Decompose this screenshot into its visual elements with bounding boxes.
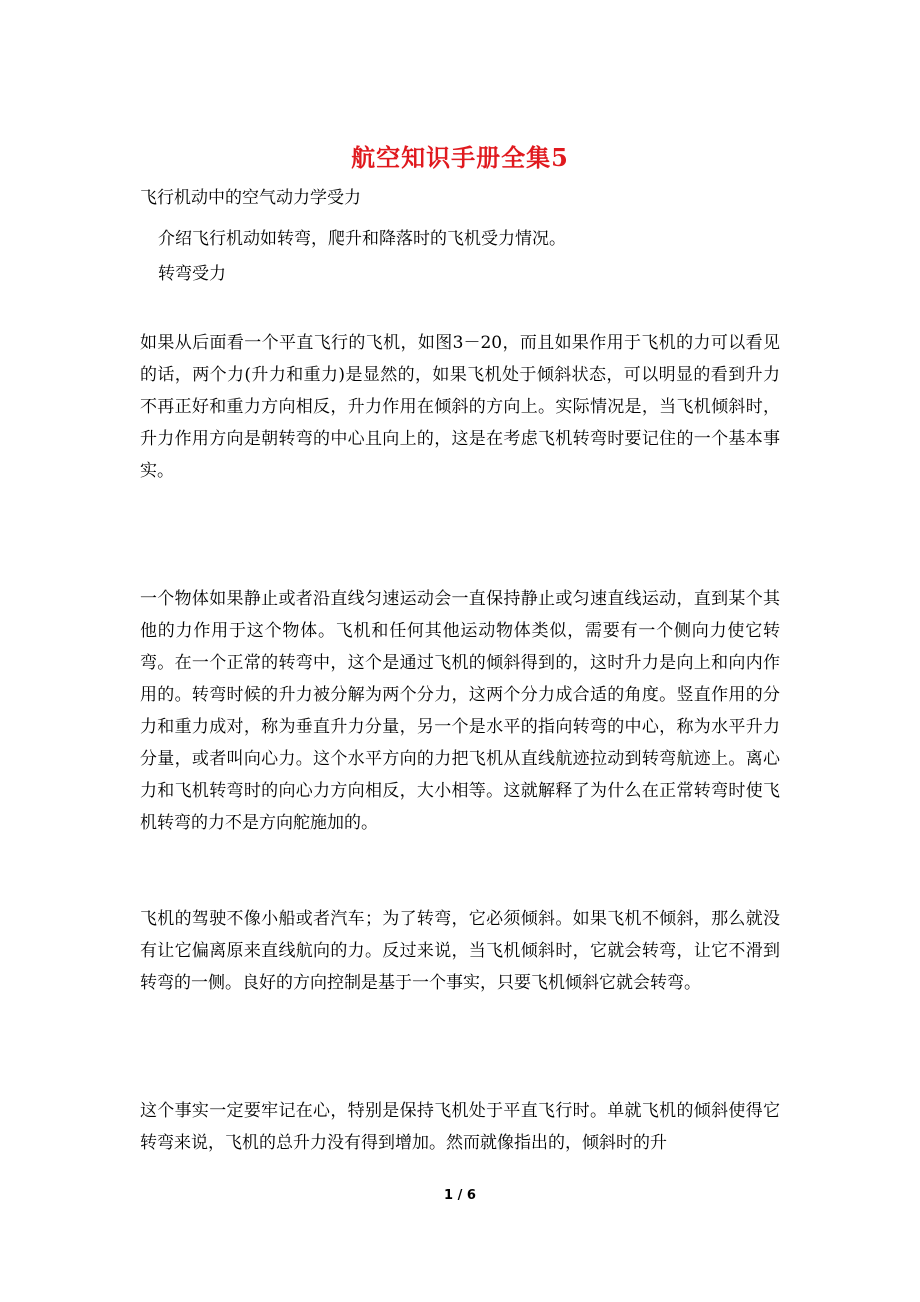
intro-text: 介绍飞行机动如转弯，爬升和降落时的飞机受力情况。 [158, 229, 566, 249]
paragraph-1-block [140, 327, 780, 487]
paragraph-2-block [140, 583, 780, 839]
page-number: 1 / 6 [444, 1188, 476, 1203]
paragraph: 如果从后面看一个平直飞行的飞机，如图3－20，而且如果作用于飞机的力可以看见的话，两个力(升力和重力)是显然的，如果飞机处于倾斜状态，可以明显的看到升力不再正好和重力方向相反，升力作用在倾斜的方向上。实际情况是，当飞机倾斜时，升力作用方向是朝转弯的中心且向上的，这是在考虑飞机转弯时要记住的一个基本事实。 [140, 333, 780, 481]
paragraph: 一个物体如果静止或者沿直线匀速运动会一直保持静止或匀速直线运动，直到某个其他的力作用于这个物体。飞机和任何其他运动物体类似，需要有一个侧向力使它转弯。在一个正常的转弯中，这个是通过飞机的倾斜得到的，这时升力是向上和向内作用的。转弯时候的升力被分解为两个分力，这两个分力成合适的角度。竖直作用的分力和重力成对，称为垂直升力分量，另一个是水平的指向转弯的中心，称为水平升力分量，或者叫向心力。这个水平方向的力把飞机从直线航迹拉动到转弯航迹上。离心力和飞机转弯时的向心力方向相反，大小相等。这就解释了为什么在正常转弯时使飞机转弯的力不是方向舵施加的。 [140, 589, 780, 833]
paragraph-4-block [140, 1095, 780, 1159]
paragraph-3-block [140, 903, 780, 999]
subheading: 转弯受力 [158, 264, 226, 284]
section-heading: 飞行机动中的空气动力学受力 [140, 188, 361, 208]
paragraph: 这个事实一定要牢记在心，特别是保持飞机处于平直飞行时。单就飞机的倾斜使得它转弯来说，飞机的总升力没有得到增加。然而就像指出的，倾斜时的升 [140, 1101, 780, 1153]
document-title: 航空知识手册全集5 [351, 143, 569, 172]
paragraph: 飞机的驾驶不像小船或者汽车；为了转弯，它必须倾斜。如果飞机不倾斜，那么就没有让它偏离原来直线航向的力。反过来说，当飞机倾斜时，它就会转弯，让它不滑到转弯的一侧。良好的方向控制是基于一个事实，只要飞机倾斜它就会转弯。 [140, 909, 780, 993]
